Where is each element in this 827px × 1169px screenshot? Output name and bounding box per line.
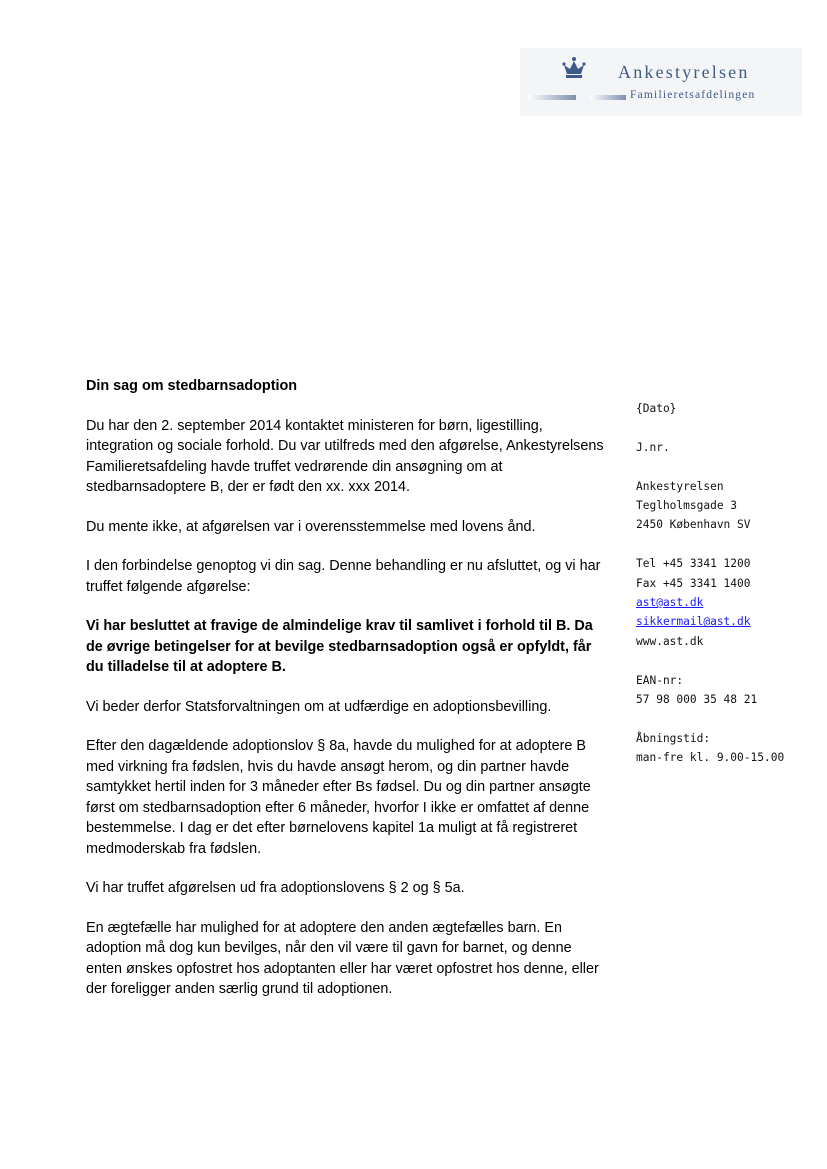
address-name: Ankestyrelsen [636,479,724,493]
ean-value: 57 98 000 35 48 21 [636,693,758,707]
paragraph: Efter den dagældende adoptionslov § 8a, havde du mulighed for at adoptere B med virkning fra fødslen, hvis du havde ansøgt herom, og din partner havde samtykket hertil inden for 3 måneder efter Bs fødsel. Du og din partner ansøgte først om stedbarnsadoption efter 6 måneder, hvorfor I ikke er omfattet af denne bestemmelse. I dag er det efter børnelovens kapitel 1a muligt at få registreret medmoderskab fra fødslen. [86,738,591,857]
paragraph: Du mente ikke, at afgørelsen var i overensstemmelse med lovens ånd. [86,518,536,535]
email-link[interactable]: ast@ast.dk [636,596,704,610]
org-name: Ankestyrelsen [618,62,750,82]
letterhead-logo [520,48,802,116]
hours-value: man-fre kl. 9.00-15.00 [636,751,785,765]
address-street: Teglholmsgade 3 [636,499,738,512]
paragraph: Vi beder derfor Statsforvaltningen om at udfærdige en adoptionsbevilling. [86,698,552,715]
paragraph: I den forbindelse genoptog vi din sag. Denne behandling er nu afsluttet, og vi har truffet følgende afgørelse: [86,558,601,595]
decorative-bar [528,95,576,100]
website: www.ast.dk [636,634,704,648]
letter-title: Din sag om stedbarnsadoption [86,378,298,394]
hours-label: Åbningstid: [636,731,711,745]
department-name: Familieretsafdelingen [630,89,756,101]
sidebar-contact-info [636,399,816,768]
decorative-bar [590,95,626,100]
fax: Fax +45 3341 1400 [636,576,751,590]
ean-label: EAN-nr: [636,673,684,687]
decision-paragraph: Vi har besluttet at fravige de almindelige krav til samlivet i forhold til B. Da de øvrige betingelser for at bevilge stedbarnsadoption også er opfyldt, får du tilladelse til at adoptere B. [86,618,593,675]
address-city: 2450 København SV [636,518,751,532]
crown-icon [560,56,588,80]
paragraph: En ægtefælle har mulighed for at adoptere den anden ægtefælles barn. En adoption må dog kun bevilges, når den vil være til gavn for barnet, og denne enten ønskes opfostret hos adoptanten eller har været opfostret hos denne, eller der foreligger anden særlig grund til adoptionen. [86,919,599,997]
paragraph: Du har den 2. september 2014 kontaktet ministeren for børn, ligestilling, integration og sociale forhold. Du var utilfreds med den afgørelse, Ankestyrelsens Familieretsafdeling havde truffet vedrørende din ansøgning om at stedbarnsadoptere B, der er født den xx. xxx 2014. [86,417,604,495]
phone: Tel +45 3341 1200 [636,557,751,571]
date-field: {Dato} [636,402,677,415]
letter-body [86,376,606,1019]
case-number: J.nr. [636,440,670,454]
paragraph: Vi har truffet afgørelsen ud fra adoptionslovens § 2 og § 5a. [86,880,465,896]
secure-email-link[interactable]: sikkermail@ast.dk [636,615,751,629]
